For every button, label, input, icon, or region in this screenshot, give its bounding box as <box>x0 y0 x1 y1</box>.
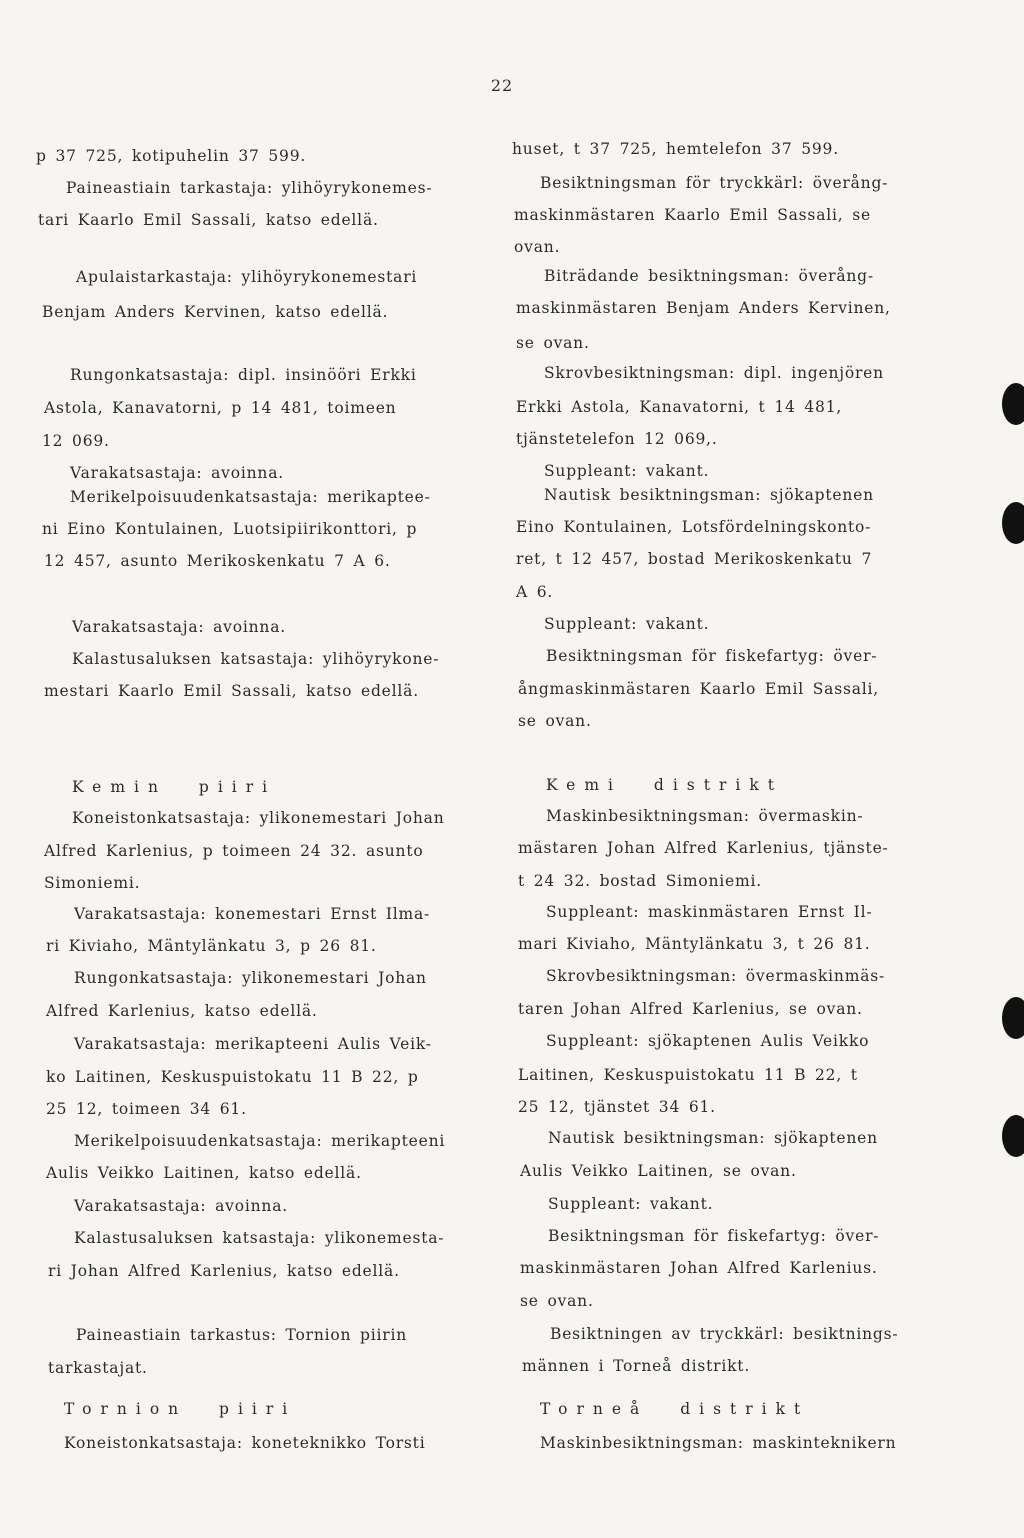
text-line: maskinmästaren Benjam Anders Kervinen, <box>516 299 891 317</box>
text-line: Suppleant: vakant. <box>548 1195 714 1213</box>
text-line: Merikelpoisuudenkatsastaja: merikapteeni <box>74 1132 446 1150</box>
text-line: ret, t 12 457, bostad Merikoskenkatu 7 <box>516 550 873 568</box>
text-line: Koneistonkatsastaja: ylikonemestari Johan <box>72 809 445 827</box>
text-line: maskinmästaren Johan Alfred Karlenius. <box>520 1259 878 1277</box>
punch-hole <box>1002 997 1024 1039</box>
text-line: Nautisk besiktningsman: sjökaptenen <box>548 1129 878 1147</box>
text-line: taren Johan Alfred Karlenius, se ovan. <box>518 1000 863 1018</box>
text-line: Eino Kontulainen, Lotsfördelningskonto- <box>516 518 872 536</box>
text-line: Aulis Veikko Laitinen, katso edellä. <box>46 1164 362 1182</box>
text-line: Paineastiain tarkastaja: ylihöyrykonemes- <box>66 179 433 197</box>
text-line: Besiktningen av tryckkärl: besiktnings- <box>550 1325 899 1343</box>
section-heading: Kemi distrikt <box>546 776 783 794</box>
text-line: tarkastajat. <box>48 1359 148 1377</box>
text-line: Besiktningsman för fiskefartyg: över- <box>548 1227 880 1245</box>
text-line: mari Kiviaho, Mäntylänkatu 3, t 26 81. <box>518 935 871 953</box>
text-line: Koneistonkatsastaja: koneteknikko Torsti <box>64 1434 426 1452</box>
punch-hole <box>1002 1115 1024 1157</box>
text-line: 12 457, asunto Merikoskenkatu 7 A 6. <box>44 552 391 570</box>
text-line: Paineastiain tarkastus: Tornion piirin <box>76 1326 408 1344</box>
text-line: Maskinbesiktningsman: maskinteknikern <box>540 1434 897 1452</box>
text-line: 25 12, tjänstet 34 61. <box>518 1098 716 1116</box>
text-line: Varakatsastaja: avoinna. <box>72 618 286 636</box>
text-line: Aulis Veikko Laitinen, se ovan. <box>520 1162 797 1180</box>
text-line: 12 069. <box>42 432 110 450</box>
text-line: Nautisk besiktningsman: sjökaptenen <box>544 486 874 504</box>
text-line: ri Johan Alfred Karlenius, katso edellä. <box>48 1262 400 1280</box>
text-line: maskinmästaren Kaarlo Emil Sassali, se <box>514 206 871 224</box>
text-line: Suppleant: sjökaptenen Aulis Veikko <box>546 1032 870 1050</box>
text-line: t 24 32. bostad Simoniemi. <box>518 872 763 890</box>
punch-hole <box>1002 383 1024 425</box>
text-line: ko Laitinen, Keskuspuistokatu 11 B 22, p <box>46 1068 419 1086</box>
text-line: ångmaskinmästaren Kaarlo Emil Sassali, <box>518 680 880 698</box>
text-line: Besiktningsman för tryckkärl: överång- <box>540 174 889 192</box>
text-line: p 37 725, kotipuhelin 37 599. <box>36 147 307 165</box>
text-line: huset, t 37 725, hemtelefon 37 599. <box>512 140 839 158</box>
text-line: tjänstetelefon 12 069,. <box>516 430 718 448</box>
text-line: Maskinbesiktningsman: övermaskin- <box>546 807 864 825</box>
text-line: Alfred Karlenius, katso edellä. <box>46 1002 318 1020</box>
text-line: Simoniemi. <box>44 874 141 892</box>
text-line: Besiktningsman för fiskefartyg: över- <box>546 647 878 665</box>
text-line: Skrovbesiktningsman: dipl. ingenjören <box>544 364 884 382</box>
text-line: Varakatsastaja: avoinna. <box>74 1197 288 1215</box>
page-number: 22 <box>490 76 514 95</box>
text-line: se ovan. <box>520 1292 594 1310</box>
text-line: Varakatsastaja: avoinna. <box>70 464 284 482</box>
text-line: ovan. <box>514 238 561 256</box>
text-line: Suppleant: vakant. <box>544 615 710 633</box>
text-line: Alfred Karlenius, p toimeen 24 32. asunto <box>44 842 424 860</box>
text-line: Kalastusaluksen katsastaja: ylihöyrykone- <box>72 650 440 668</box>
text-line: männen i Torneå distrikt. <box>522 1357 751 1375</box>
section-heading: Kemin piiri <box>72 778 277 796</box>
text-line: Suppleant: vakant. <box>544 462 710 480</box>
text-line: mestari Kaarlo Emil Sassali, katso edellä. <box>44 682 419 700</box>
text-line: mästaren Johan Alfred Karlenius, tjänste- <box>518 839 889 857</box>
text-line: se ovan. <box>518 712 592 730</box>
text-line: Varakatsastaja: merikapteeni Aulis Veik- <box>74 1035 432 1053</box>
text-line: Kalastusaluksen katsastaja: ylikonemesta- <box>74 1229 445 1247</box>
text-line: A 6. <box>516 583 554 601</box>
text-line: Skrovbesiktningsman: övermaskinmäs- <box>546 967 886 985</box>
text-line: Laitinen, Keskuspuistokatu 11 B 22, t <box>518 1066 858 1084</box>
text-line: ri Kiviaho, Mäntylänkatu 3, p 26 81. <box>46 937 377 955</box>
text-line: se ovan. <box>516 334 590 352</box>
text-line: Astola, Kanavatorni, p 14 481, toimeen <box>44 399 397 417</box>
text-line: Suppleant: maskinmästaren Ernst Il- <box>546 903 873 921</box>
text-line: Biträdande besiktningsman: överång- <box>544 267 874 285</box>
text-line: Merikelpoisuudenkatsastaja: merikaptee- <box>70 488 431 506</box>
text-line: Rungonkatsastaja: dipl. insinööri Erkki <box>70 366 417 384</box>
text-line: Apulaistarkastaja: ylihöyrykonemestari <box>76 268 418 286</box>
text-line: Erkki Astola, Kanavatorni, t 14 481, <box>516 398 843 416</box>
section-heading: Tornion piiri <box>64 1400 297 1418</box>
text-line: Rungonkatsastaja: ylikonemestari Johan <box>74 969 427 987</box>
punch-hole <box>1002 502 1024 544</box>
text-line: Varakatsastaja: konemestari Ernst Ilma- <box>74 905 431 923</box>
text-line: ni Eino Kontulainen, Luotsipiirikonttori, p <box>42 520 418 538</box>
text-line: 25 12, toimeen 34 61. <box>46 1100 247 1118</box>
text-line: tari Kaarlo Emil Sassali, katso edellä. <box>38 211 379 229</box>
section-heading: Torneå distrikt <box>540 1400 810 1418</box>
text-line: Benjam Anders Kervinen, katso edellä. <box>42 303 389 321</box>
